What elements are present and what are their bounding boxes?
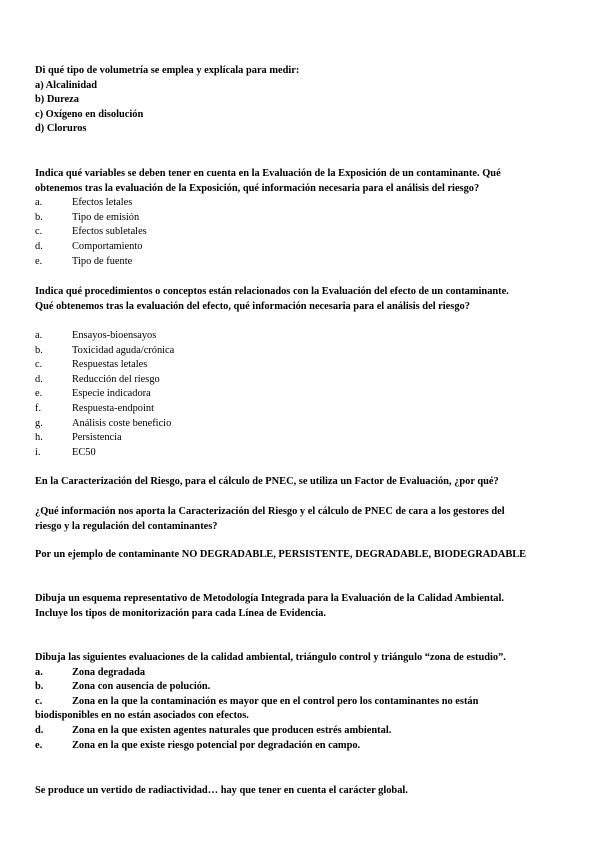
question-pnec-factor [35,475,570,490]
list-letter: d. [35,240,43,252]
question-title-line: Qué obtenemos tras la evaluación del efecto, qué información necesaria para el análisis del riesgo? [35,300,470,312]
list-letter: i. [35,446,41,458]
question-efecto [35,285,570,314]
list-letter: c. [35,226,43,238]
list-item-continuation: biodisponibles en no están asociados con efectos. [35,710,249,722]
list-text: Zona en la que la contaminación es mayor que en el control pero los contaminantes no están [72,695,479,707]
list-letter: e. [35,388,43,400]
list-letter: b. [35,344,43,356]
question-title: Dibuja las siguientes evaluaciones de la calidad ambiental, triángulo control y triángulo “zona de estudio”. [35,652,506,663]
list-text: Efectos letales [72,197,133,209]
list-item [35,446,570,461]
list-text: Análisis coste beneficio [72,417,172,429]
list-letter: e. [35,739,43,751]
list-item [35,225,570,240]
list-letter: a. [35,666,43,678]
list-letter: d. [35,373,43,385]
list-letter: g. [35,417,43,429]
list-text: Zona con ausencia de polución. [72,681,211,693]
list-item [35,402,570,417]
list-text: Efectos subletales [72,226,147,238]
list-item [35,431,570,446]
list-item: a) Alcalinidad [35,79,98,91]
list-item: d) Cloruros [35,123,87,135]
list-letter: b. [35,211,43,223]
list-letter: a. [35,330,43,341]
list-item [35,255,570,270]
list-item [35,211,570,226]
list-item [35,739,570,754]
list-text: Tipo de fuente [72,255,133,267]
question-exposicion [35,167,570,269]
question-text: Se produce un vertido de radiactividad… hay que tener en cuenta el carácter global. [35,785,408,796]
question-text: Por un ejemplo de contaminante NO DEGRADABLE, PERSISTENTE, DEGRADABLE, BIODEGRADABLE [35,549,527,560]
list-text: Zona en la que existe riesgo potencial por degradación en campo. [72,739,361,751]
list-text: Respuestas letales [72,359,148,371]
list-item: c) Oxígeno en disolución [35,108,144,120]
list-item [35,680,570,695]
list-text: Respuesta-endpoint [72,402,154,414]
list-letter: d. [35,724,44,736]
question-radiactividad [35,784,570,799]
list-item [35,373,570,388]
question-title-line: obtenemos tras la evaluación de la Exposición, qué información necesaria para el análisis del riesgo? [35,182,480,194]
list-item [35,724,570,739]
question-title: Di qué tipo de volumetría se emplea y explícala para medir: [35,65,300,76]
list-text: Zona degradada [72,666,146,678]
list-item [35,329,570,344]
list-letter: h. [35,432,43,444]
list-item [35,196,570,211]
list-item [35,666,570,681]
question-text-line: ¿Qué información nos aporta la Caracterización del Riesgo y el cálculo de PNEC de cara a los gestores del [35,506,505,517]
question-title-line: Indica qué variables se deben tener en cuenta en la Evaluación de la Exposición de un contaminante. Qué [35,168,501,179]
list-item [35,358,570,373]
list-letter: f. [35,402,42,414]
list-letter: b. [35,681,44,693]
list-text: EC50 [72,446,96,458]
efecto-list [35,329,570,460]
question-ejemplo-contaminante [35,548,570,563]
list-item [35,417,570,432]
list-text: Toxicidad aguda/crónica [72,344,175,356]
list-letter: e. [35,255,43,267]
question-text-line: riesgo y la regulación del contaminantes? [35,520,218,532]
question-text-line: Incluye los tipos de monitorización para cada Línea de Evidencia. [35,607,326,619]
question-text-line: Dibuja un esquema representativo de Metodología Integrada para la Evaluación de la Calidad Ambiental. [35,593,504,604]
list-item [35,344,570,359]
question-text: En la Caracterización del Riesgo, para el cálculo de PNEC, se utiliza un Factor de Evaluación, ¿por qué? [35,476,499,487]
list-letter: c. [35,695,43,707]
list-text: Zona en la que existen agentes naturales que producen estrés ambiental. [72,724,392,736]
list-item: b) Dureza [35,94,79,106]
list-text: Especie indicadora [72,388,151,400]
list-text: Tipo de emisión [72,211,140,223]
question-evaluaciones-triangulo [35,651,570,753]
question-esquema [35,592,570,621]
list-text: Ensayos-bioensayos [72,330,157,341]
question-title-line: Indica qué procedimientos o conceptos están relacionados con la Evaluación del efecto de un contaminante. [35,286,509,297]
question-volumetria [35,64,570,137]
list-text: Persistencia [72,432,122,444]
list-letter: a. [35,197,43,209]
question-caracterizacion [35,505,570,534]
list-item [35,240,570,255]
list-item [35,387,570,402]
list-text: Reducción del riesgo [72,373,160,385]
list-text: Comportamiento [72,240,143,252]
list-item [35,695,570,710]
list-letter: c. [35,359,43,371]
